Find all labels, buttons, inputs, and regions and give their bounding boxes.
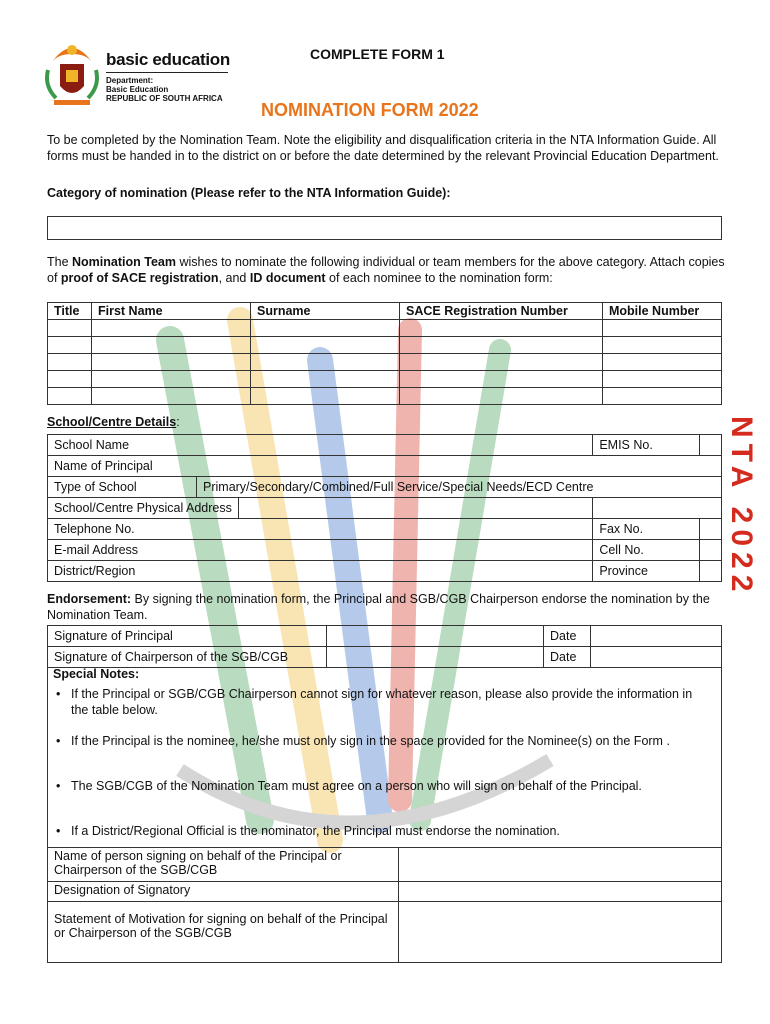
table-row bbox=[48, 337, 722, 354]
table-cell[interactable] bbox=[603, 371, 722, 388]
fax-label: Fax No. bbox=[593, 519, 700, 540]
nta-2022-side-text bbox=[722, 414, 758, 614]
table-row bbox=[48, 371, 722, 388]
school-name-label: School Name bbox=[48, 435, 593, 456]
table-cell[interactable] bbox=[251, 388, 400, 405]
statement-label: Statement of Motivation for signing on behalf of the Principal or Chairperson of the SGB/CGB bbox=[48, 902, 399, 963]
table-cell[interactable] bbox=[400, 320, 603, 337]
table-cell[interactable] bbox=[251, 337, 400, 354]
address-label: School/Centre Physical Address bbox=[48, 498, 239, 518]
special-notes-title: Special Notes: bbox=[53, 667, 140, 681]
table-cell[interactable] bbox=[400, 354, 603, 371]
school-details-heading: School/Centre Details: bbox=[47, 415, 180, 429]
complete-form-heading: COMPLETE FORM 1 bbox=[310, 46, 445, 62]
dept-line: REPUBLIC OF SOUTH AFRICA bbox=[106, 94, 223, 103]
province-label: Province bbox=[593, 561, 700, 582]
signatory-name-field[interactable] bbox=[399, 848, 722, 882]
district-label: District/Region bbox=[48, 561, 593, 582]
email-label: E-mail Address bbox=[48, 540, 593, 561]
cell-label: Cell No. bbox=[593, 540, 700, 561]
table-cell[interactable] bbox=[48, 388, 92, 405]
principal-signature-label: Signature of Principal bbox=[48, 626, 327, 647]
table-cell[interactable] bbox=[400, 388, 603, 405]
table-row bbox=[48, 902, 722, 963]
department-lines bbox=[106, 76, 223, 103]
table-cell[interactable] bbox=[92, 388, 251, 405]
table-row bbox=[48, 477, 722, 498]
col-title: Title bbox=[48, 303, 92, 320]
svg-text:NTA 2022: NTA 2022 bbox=[725, 416, 758, 598]
table-cell[interactable] bbox=[251, 320, 400, 337]
date-label: Date bbox=[544, 626, 591, 647]
table-row bbox=[48, 498, 722, 519]
table-row bbox=[48, 435, 722, 456]
cell-field[interactable] bbox=[700, 540, 722, 561]
province-field[interactable] bbox=[700, 561, 722, 582]
designation-field[interactable] bbox=[399, 882, 722, 902]
school-details-table bbox=[47, 434, 722, 582]
table-cell[interactable] bbox=[603, 354, 722, 371]
table-cell[interactable] bbox=[603, 320, 722, 337]
chair-signature-label: Signature of Chairperson of the SGB/CGB bbox=[48, 647, 327, 668]
table-cell[interactable] bbox=[48, 337, 92, 354]
emis-label: EMIS No. bbox=[593, 435, 700, 456]
form-title: NOMINATION FORM 2022 bbox=[261, 100, 479, 120]
table-cell[interactable] bbox=[92, 337, 251, 354]
table-row bbox=[48, 388, 722, 405]
table-row bbox=[48, 882, 722, 902]
telephone-label: Telephone No. bbox=[48, 519, 593, 540]
table-row bbox=[48, 320, 722, 337]
category-label: Category of nomination (Please refer to the NTA Information Guide): bbox=[47, 186, 451, 200]
endorsement-text: Endorsement: By signing the nomination form, the Principal and SGB/CGB Chairperson endorse the nomination by the Nomination Team. bbox=[47, 592, 710, 622]
dept-line: Basic Education bbox=[106, 85, 169, 94]
table-cell[interactable] bbox=[92, 371, 251, 388]
col-mobile: Mobile Number bbox=[603, 303, 722, 320]
table-header-row bbox=[48, 303, 722, 320]
category-field[interactable] bbox=[47, 216, 722, 240]
brand-divider bbox=[106, 72, 228, 73]
signatory-table bbox=[47, 847, 722, 963]
table-cell[interactable] bbox=[92, 320, 251, 337]
table-row bbox=[48, 848, 722, 882]
col-surname: Surname bbox=[251, 303, 400, 320]
emis-field[interactable] bbox=[700, 435, 722, 456]
coat-of-arms-logo bbox=[42, 40, 102, 108]
type-label: Type of School bbox=[48, 477, 197, 498]
address-cell bbox=[48, 498, 593, 519]
signatory-name-label: Name of person signing on behalf of the Principal or Chairperson of the SGB/CGB bbox=[48, 848, 399, 882]
col-sace: SACE Registration Number bbox=[400, 303, 603, 320]
principal-label: Name of Principal bbox=[48, 456, 722, 477]
date-field[interactable] bbox=[591, 626, 722, 647]
principal-signature-field[interactable] bbox=[327, 626, 544, 647]
dept-line: Department: bbox=[106, 76, 154, 85]
date-label: Date bbox=[544, 647, 591, 668]
col-first-name: First Name bbox=[92, 303, 251, 320]
table-cell[interactable] bbox=[603, 388, 722, 405]
table-cell[interactable] bbox=[48, 371, 92, 388]
signature-table bbox=[47, 625, 722, 668]
table-cell[interactable] bbox=[400, 371, 603, 388]
fax-field[interactable] bbox=[700, 519, 722, 540]
nominee-instructions: The Nomination Team wishes to nominate the following individual or team members for the above category. Attach copies of proof of SACE registration, and ID document of each nominee to the nomination form: bbox=[47, 255, 725, 285]
table-cell[interactable] bbox=[603, 337, 722, 354]
type-options[interactable]: Primary/Secondary/Combined/Full Service/Special Needs/ECD Centre bbox=[197, 477, 722, 498]
table-cell[interactable] bbox=[48, 320, 92, 337]
table-cell[interactable] bbox=[400, 337, 603, 354]
table-cell[interactable] bbox=[48, 354, 92, 371]
table-row bbox=[48, 354, 722, 371]
table-row bbox=[48, 540, 722, 561]
nominee-table bbox=[47, 302, 722, 405]
table-row bbox=[48, 456, 722, 477]
intro-paragraph: To be completed by the Nomination Team. Note the eligibility and disqualification criteria in the NTA Information Guide. All forms must be handed in to the district on or before the date determined by the relevant Provincial Education Department. bbox=[47, 133, 719, 163]
table-row bbox=[48, 561, 722, 582]
nomination-form-page: basic education Department: Basic Education REPUBLIC OF SOUTH AFRICA COMPLETE FORM 1 NOMINATION FORM 2022 To be completed by the Nomination Team. Note the eligibility and disqualification criteria in the NTA Information Guide. All forms must be handed in to the district on or before the date determined by the relevant Provincial Education Department. Category of nomination (Please refer to the NTA Information Guide): The Nomination Team wishes to nominate the following individual or team members for the above category. Attach copies of proof of SACE registration, and ID document of each nominee to the nomination form: Title First Name Surname SACE Registration Number Mobile Number School/Centre Details: School Name EMIS No. Name of Principal Type of School Primary/Secondary/Combined/Full Service/Special Needs/ECD Centre School/Centre Physical Address Telephone No. Fax No. E-mail Address Cell No. District/Region Province Endorsement: By signing the nomination form, the Principal and SGB/CGB Chairperson endorse the nomination by the Nomination Team. Signature of Principal Date Signature of Chairperson of the SGB/CGB Date Special Notes: • If the Principal or SGB/CGB Chairperson cannot sign for whatever reason, please also provide the information in the table below. • If the Principal is the nominee, he/she must only sign in the space provided for the Nominee(s) on the Form . • The SGB/CGB of the Nomination Team must agree on a person who will sign on behalf of the Principal. • If a District/Regional Official is the nominator, the Principal must endorse the nomination. Name of person signing on behalf of the Principal or Chairperson of the SGB/CGB Designation of Signatory Statement of Motivation for signing on behalf of the Principal or Chairperson of the SGB/CGB NTA 2022 bbox=[0, 0, 770, 1024]
address-field[interactable] bbox=[593, 498, 722, 519]
designation-label: Designation of Signatory bbox=[48, 882, 399, 902]
table-row bbox=[48, 626, 722, 647]
statement-field[interactable] bbox=[399, 902, 722, 963]
table-cell[interactable] bbox=[92, 354, 251, 371]
table-cell[interactable] bbox=[251, 354, 400, 371]
table-row bbox=[48, 519, 722, 540]
table-cell[interactable] bbox=[251, 371, 400, 388]
brand-name: basic education bbox=[106, 50, 230, 69]
